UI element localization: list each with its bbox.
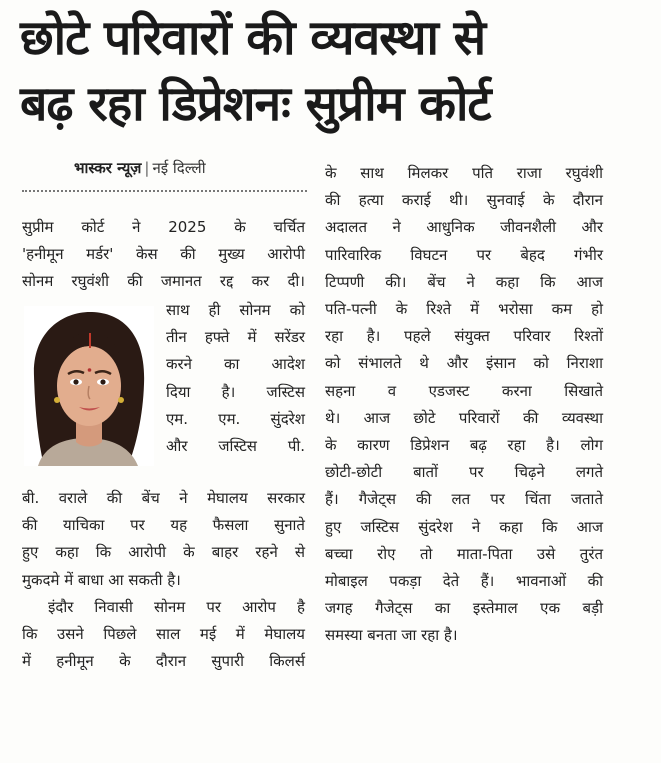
text-line: समस्या बनता जा रहा है। — [325, 626, 458, 645]
byline-city: नई दिल्ली — [152, 159, 206, 177]
text-line: की हत्या कराई थी। सुनवाई के दौरान — [325, 191, 603, 210]
text-line: एम. एम. सुंदरेश — [166, 409, 305, 428]
accused-photo — [24, 306, 154, 466]
text-line: की याचिका पर यह फैसला सुनाते — [22, 516, 305, 535]
text-line: जगह गैजेट्स का इस्तेमाल एक बड़ी — [325, 599, 603, 618]
text-line: इंदौर निवासी सोनम पर आरोप है — [48, 597, 305, 616]
left-column-intro — [22, 214, 305, 296]
right-column — [325, 160, 603, 650]
left-column-wrap — [166, 297, 305, 460]
portrait-illustration — [24, 306, 154, 466]
text-line: करने का आदेश — [166, 355, 305, 374]
text-line: दिया है। जस्टिस — [166, 382, 305, 401]
headline-line-2: बढ़ रहा डिप्रेशनः सुप्रीम कोर्ट — [20, 76, 491, 132]
headline-line-1: छोटे परिवारों की व्यवस्था से — [20, 10, 486, 66]
text-line: साथ ही सोनम को — [166, 301, 305, 319]
text-line: थे। आज छोटे परिवारों की व्यवस्था — [325, 408, 603, 427]
byline-separator: | — [144, 159, 150, 177]
byline-divider — [22, 190, 307, 192]
text-line: मोबाइल पकड़ा देते हैं। भावनाओं की — [325, 572, 603, 591]
text-line: अदालत ने आधुनिक जीवनशैली और — [325, 218, 603, 237]
text-line: तीन हफ्ते में सरेंडर — [166, 328, 305, 347]
byline — [74, 158, 206, 178]
text-line: पारिवारिक विघटन पर बेहद गंभीर — [325, 245, 603, 264]
text-line: छोटी-छोटी बातों पर चिढ़ने लगते — [325, 463, 603, 482]
text-line: सोनम रघुवंशी की जमानत रद्द कर दी। — [22, 272, 305, 291]
text-line: और जस्टिस पी. — [166, 437, 305, 456]
text-line: रहा है। पहले संयुक्त परिवार रिश्तों — [325, 327, 603, 346]
text-line: में हनीमून के दौरान सुपारी किलर्स — [22, 652, 305, 671]
byline-source: भास्कर न्यूज़ — [74, 159, 142, 177]
text-line: को संभालते थे और इंसान को निराशा — [325, 354, 603, 373]
text-line: हुए कहा कि आरोपी के बाहर रहने से — [22, 543, 305, 562]
text-line: पति-पत्नी के रिश्ते में भरोसा कम हो — [325, 300, 603, 319]
text-line: के कारण डिप्रेशन बढ़ रहा है। लोग — [325, 436, 603, 455]
text-line: हैं। गैजेट्स की लत पर चिंता जताते — [325, 490, 603, 509]
text-line: सहना व एडजस्ट करना सिखाते — [325, 381, 603, 400]
text-line: कि उसने पिछले साल मई में मेघालय — [22, 625, 305, 644]
text-line: टिप्पणी की। बेंच ने कहा कि आज — [325, 272, 603, 291]
text-line: सुप्रीम कोर्ट ने 2025 के चर्चित — [22, 218, 305, 236]
left-column-body — [22, 485, 305, 675]
text-line: बच्चा रोए तो माता-पिता उसे तुरंत — [325, 544, 603, 563]
text-line: बी. वराले की बेंच ने मेघालय सरकार — [22, 489, 305, 507]
text-line: हुए जस्टिस सुंदरेश ने कहा कि आज — [325, 517, 603, 536]
text-line: 'हनीमून मर्डर' केस की मुख्य आरोपी — [22, 245, 305, 264]
text-line: के साथ मिलकर पति राजा रघुवंशी — [325, 164, 603, 182]
text-line: मुकदमे में बाधा आ सकती है। — [22, 570, 181, 589]
